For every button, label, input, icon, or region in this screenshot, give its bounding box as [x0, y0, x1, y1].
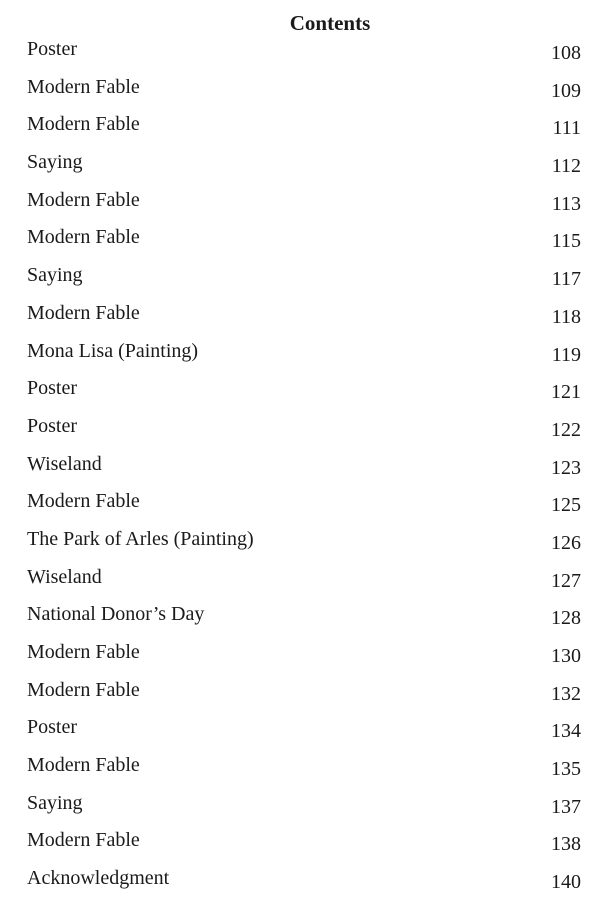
contents-entry: [0, 562, 600, 600]
contents-entry: [0, 788, 600, 826]
entry-page-number: 137: [551, 795, 581, 818]
contents-entry: [0, 373, 600, 411]
entry-title: Modern Fable: [27, 301, 140, 324]
contents-entry: [0, 825, 600, 863]
contents-entry: [0, 712, 600, 750]
entry-title: Modern Fable: [27, 188, 140, 211]
contents-entry: [0, 863, 600, 901]
contents-entry: [0, 260, 600, 298]
entry-page-number: 111: [552, 117, 581, 140]
entry-title: Poster: [27, 377, 77, 400]
entry-title: Wiseland: [27, 452, 102, 475]
entry-page-number: 121: [551, 381, 581, 404]
contents-heading: Contents: [289, 11, 371, 35]
entry-page-number: 118: [551, 305, 581, 328]
entry-page-number: 123: [551, 456, 581, 479]
contents-entry: [0, 524, 600, 562]
entry-title: Mona Lisa (Painting): [27, 339, 199, 362]
entry-title: Modern Fable: [27, 678, 140, 701]
entry-page-number: 122: [551, 418, 581, 441]
entry-title: Modern Fable: [27, 226, 140, 249]
entry-title: Modern Fable: [27, 75, 140, 98]
entry-title: Acknowledgment: [27, 867, 170, 890]
contents-entry: [0, 486, 600, 524]
contents-entry: [0, 34, 600, 72]
entry-title: Wiseland: [27, 565, 102, 588]
contents-entry: [0, 637, 600, 675]
entry-title: Modern Fable: [27, 754, 140, 777]
contents-entry: [0, 675, 600, 713]
entry-page-number: 127: [551, 569, 581, 592]
entry-page-number: 125: [551, 494, 581, 517]
contents-entry: [0, 72, 600, 110]
entry-title: National Donor’s Day: [27, 603, 205, 626]
entry-page-number: 138: [551, 833, 581, 856]
entry-page-number: 115: [551, 230, 581, 253]
contents-entry: [0, 185, 600, 223]
entry-page-number: 135: [551, 758, 581, 781]
entry-page-number: 112: [551, 155, 581, 178]
entry-title: Poster: [27, 414, 77, 437]
entry-title: Saying: [27, 264, 83, 287]
contents-list: [0, 34, 600, 901]
entry-page-number: 109: [551, 79, 581, 102]
contents-entry: [0, 298, 600, 336]
entry-page-number: 108: [551, 42, 581, 64]
contents-entry: [0, 147, 600, 185]
entry-page-number: 134: [551, 720, 581, 743]
entry-title: Saying: [27, 791, 83, 814]
entry-title: Modern Fable: [27, 113, 140, 136]
entry-title: The Park of Arles (Painting): [27, 527, 254, 550]
contents-entry: [0, 336, 600, 374]
contents-entry: [0, 411, 600, 449]
contents-entry: [0, 109, 600, 147]
contents-entry: [0, 599, 600, 637]
entry-page-number: 130: [551, 645, 581, 667]
entry-title: Modern Fable: [27, 490, 140, 513]
entry-page-number: 128: [551, 607, 581, 630]
entry-page-number: 126: [551, 531, 581, 554]
entry-title: Saying: [27, 151, 83, 174]
entry-page-number: 140: [551, 871, 581, 894]
entry-title: Poster: [27, 38, 77, 60]
entry-page-number: 117: [551, 268, 581, 291]
entry-title: Modern Fable: [27, 829, 140, 852]
entry-page-number: 132: [551, 682, 581, 705]
contents-entry: [0, 222, 600, 260]
entry-title: Poster: [27, 716, 77, 739]
contents-entry: [0, 449, 600, 487]
entry-page-number: 119: [551, 343, 581, 366]
contents-entry: [0, 750, 600, 788]
entry-title: Modern Fable: [27, 641, 140, 663]
entry-page-number: 113: [551, 192, 581, 215]
